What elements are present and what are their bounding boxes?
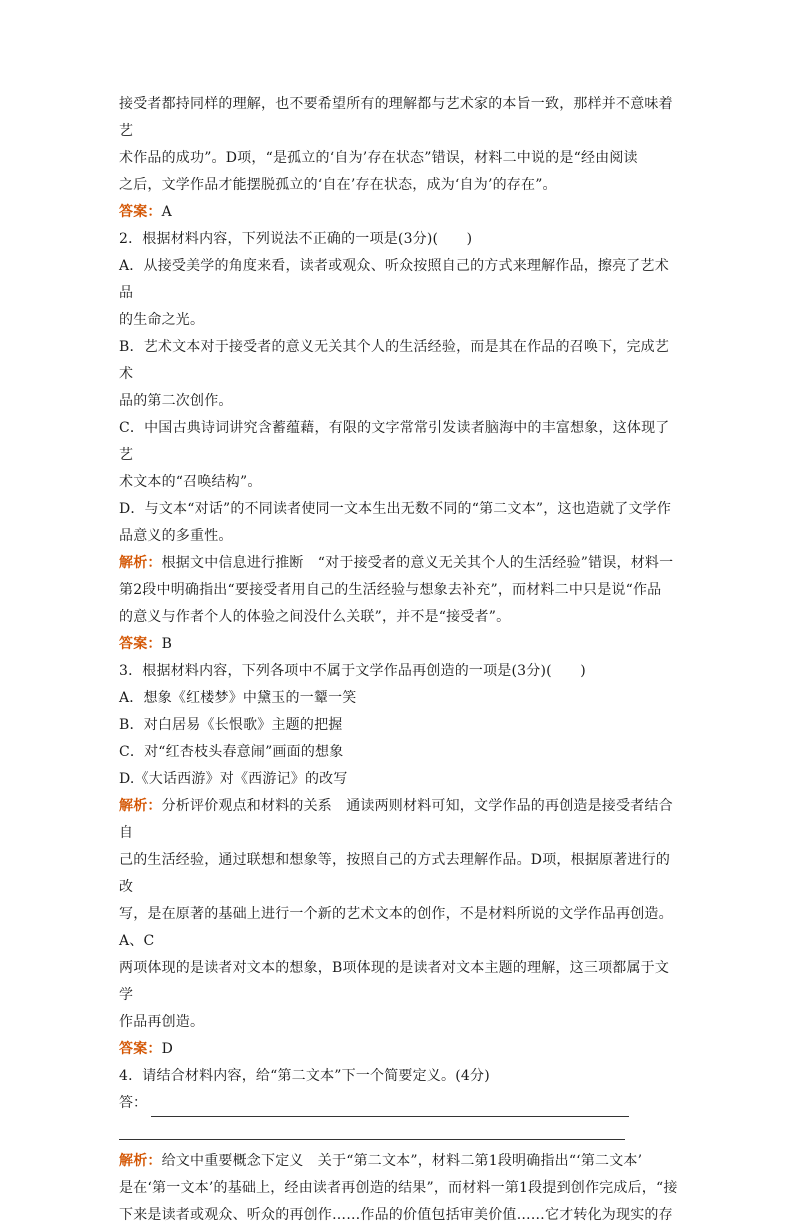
q2-option-d-cont: 品意义的多重性。	[119, 528, 233, 544]
answer-blank-line[interactable]	[151, 1096, 629, 1117]
answer-prompt: 答：	[119, 1095, 147, 1111]
answer-blank-line-2[interactable]	[119, 1117, 625, 1140]
answer-value: B	[161, 636, 173, 652]
q2-option-d: D．与文本“对话”的不同读者使同一文本生出无数不同的“第二文本”，这也造就了文学作	[119, 501, 672, 517]
q3-analysis-line: 作品再创造。	[119, 1014, 205, 1030]
q3-analysis-line: 写，是在原著的基础上进行一个新的艺术文本的创作，不是材料所说的文学作品再创造。A、C	[119, 906, 673, 949]
answer-label: 答案：	[119, 1041, 162, 1057]
q2-option-c-cont: 术文本的“召唤结构”。	[119, 474, 262, 490]
analysis-label: 解析：	[119, 555, 162, 571]
analysis-text: 分析评价观点和材料的关系 通读两则材料可知，文学作品的再创造是接受者结合自	[119, 798, 673, 841]
q2-option-b: B．艺术文本对于接受者的意义无关其个人的生活经验，而是其在作品的召唤下，完成艺术	[119, 339, 670, 382]
q2-option-a: A．从接受美学的角度来看，读者或观众、听众按照自己的方式来理解作品，擦亮了艺术品	[119, 258, 669, 301]
answer-label: 答案：	[119, 204, 162, 220]
continuation-line: 术作品的成功”。D项，“是孤立的‘自为’存在状态”错误，材料二中说的是“经由阅读	[119, 150, 638, 166]
q2-analysis	[119, 550, 679, 577]
q3-analysis	[119, 793, 679, 847]
answer-label: 答案：	[119, 636, 162, 652]
q2-analysis-line: 第2段中明确指出“要接受者用自己的生活经验与想象去补充”，而材料二中只是说“作品	[119, 582, 662, 598]
analysis-label: 解析：	[119, 798, 162, 814]
document-content	[119, 91, 679, 1229]
q2-option-b-cont: 品的第二次创作。	[119, 393, 233, 409]
answer-value: D	[161, 1041, 174, 1057]
analysis-text: 给文中重要概念下定义 关于“第二文本”，材料二第1段明确指出“‘第二文本’	[161, 1153, 643, 1169]
question-2-stem: 2．根据材料内容，下列说法不正确的一项是(3分)( )	[119, 231, 473, 247]
q3-option-c: C．对“红杏枝头春意闹”画面的想象	[119, 744, 344, 760]
answer-3	[119, 1036, 679, 1063]
question-3-stem: 3．根据材料内容，下列各项中不属于文学作品再创造的一项是(3分)( )	[119, 663, 586, 679]
q4-analysis-line: 下来是读者或观众、听众的再创作……作品的价值包括审美价值……它才转化为现实的存	[119, 1207, 673, 1223]
question-4-stem: 4．请结合材料内容，给“第二文本”下一个简要定义。(4分)	[119, 1068, 490, 1084]
q2-option-c: C．中国古典诗词讲究含蓄蕴藉，有限的文字常常引发读者脑海中的丰富想象，这体现了艺	[119, 420, 670, 463]
answer-1	[119, 199, 679, 226]
q3-option-b: B．对白居易《长恨歌》主题的把握	[119, 717, 343, 733]
analysis-label: 解析：	[119, 1153, 162, 1169]
q3-analysis-line: 两项体现的是读者对文本的想象，B项体现的是读者对文本主题的理解，这三项都属于文学	[119, 960, 670, 1003]
q3-option-d: D.《大话西游》对《西游记》的改写	[119, 771, 348, 787]
analysis-text: 根据文中信息进行推断 “对于接受者的意义无关其个人的生活经验”错误，材料一	[161, 555, 674, 571]
q4-answer-row	[119, 1090, 679, 1117]
q4-analysis	[119, 1148, 679, 1175]
answer-2	[119, 631, 679, 658]
q3-option-a: A．想象《红楼梦》中黛玉的一颦一笑	[119, 690, 357, 706]
q3-analysis-line: 己的生活经验，通过联想和想象等，按照自己的方式去理解作品。D项，根据原著进行的改	[119, 852, 671, 895]
continuation-line: 接受者都持同样的理解，也不要希望所有的理解都与艺术家的本旨一致，那样并不意味着艺	[119, 96, 673, 139]
answer-value: A	[161, 204, 172, 220]
q2-analysis-line: 的意义与作者个人的体验之间没什么关联”，并不是“接受者”。	[119, 609, 511, 625]
continuation-line: 之后，文学作品才能摆脱孤立的‘自在’存在状态，成为‘自为’的存在”。	[119, 177, 557, 193]
q4-analysis-line: 是在‘第一文本’的基础上，经由读者再创造的结果”，而材料一第1段提到创作完成后，“接	[119, 1180, 678, 1196]
q2-option-a-cont: 的生命之光。	[119, 312, 205, 328]
